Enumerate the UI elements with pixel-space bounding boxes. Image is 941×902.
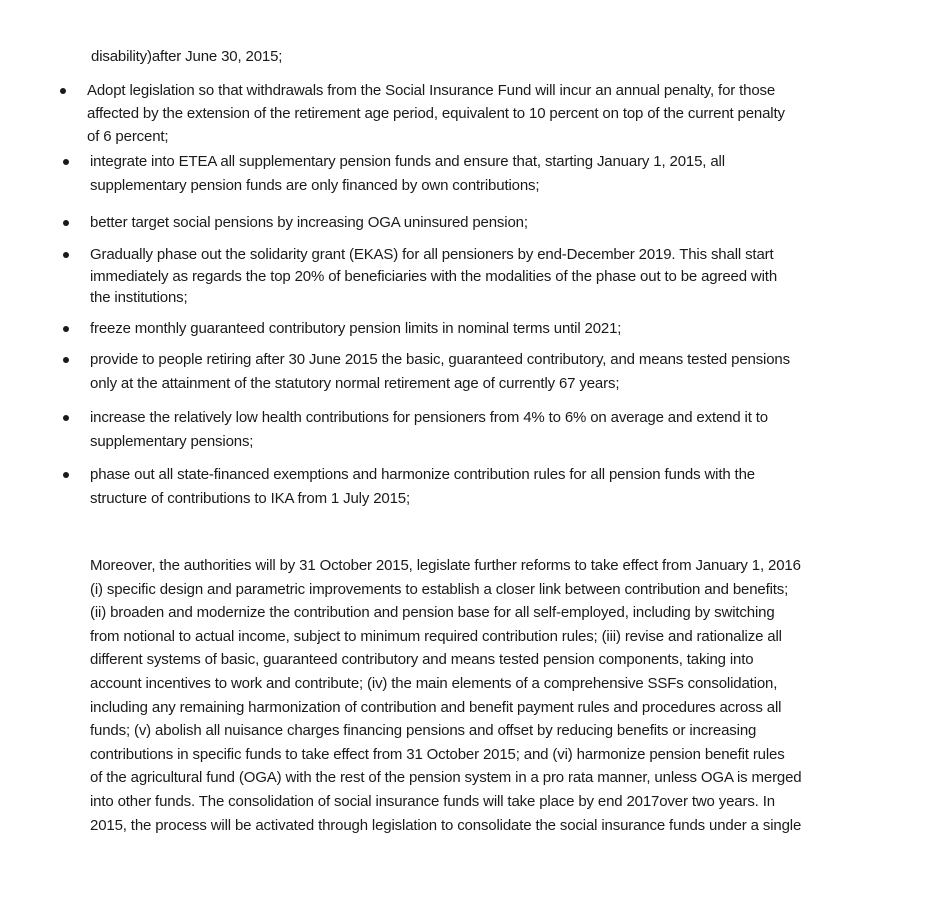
paragraph-line: contributions in specific funds to take effect from 31 October 2015; and (vi) harmonize pension benefit rules xyxy=(90,745,785,763)
bullet-text-line: increase the relatively low health contributions for pensioners from 4% to 6% on average and extend it to xyxy=(90,409,768,426)
paragraph-line: from notional to actual income, subject to minimum required contribution rules; (iii) revise and rationalize all xyxy=(90,627,782,645)
bullet-text-line: only at the attainment of the statutory normal retirement age of currently 67 years; xyxy=(90,375,620,392)
bullet-text-line: immediately as regards the top 20% of beneficiaries with the modalities of the phase out to be agreed with xyxy=(90,267,778,285)
bullet-icon xyxy=(63,159,69,165)
bullet-text-line: freeze monthly guaranteed contributory pension limits in nominal terms until 2021; xyxy=(90,320,622,337)
bullet-icon xyxy=(63,357,69,363)
bullet-text-line: phase out all state-financed exemptions and harmonize contribution rules for all pension funds with the xyxy=(90,466,755,483)
bullet-text-line: supplementary pension funds are only financed by own contributions; xyxy=(90,177,540,194)
bullet-text-line: Adopt legislation so that withdrawals from the Social Insurance Fund will incur an annual penalty, for those xyxy=(87,82,776,99)
bullet-text-line: Gradually phase out the solidarity grant (EKAS) for all pensioners by end-December 2019. This shall start xyxy=(90,246,774,263)
continuation-text: disability)after June 30, 2015; xyxy=(91,48,283,65)
bullet-text-line: the institutions; xyxy=(90,289,188,306)
bullet-icon xyxy=(63,252,69,258)
bullet-text-line: of 6 percent; xyxy=(87,128,169,145)
bullet-icon xyxy=(63,326,69,332)
bullet-icon xyxy=(63,472,69,478)
bullet-text-line: provide to people retiring after 30 June 2015 the basic, guaranteed contributory, and means tested pensions xyxy=(90,351,790,368)
paragraph-line: of the agricultural fund (OGA) with the rest of the pension system in a pro rata manner, unless OGA is merged xyxy=(90,769,802,787)
bullet-text-line: affected by the extension of the retirement age period, equivalent to 10 percent on top of the current penalty xyxy=(87,105,785,122)
paragraph-line: (i) specific design and parametric improvements to establish a closer link between contribution and benefits; xyxy=(90,580,789,598)
bullet-icon xyxy=(63,415,69,421)
paragraph-line: including any remaining harmonization of contribution and benefit payment rules and procedures across all xyxy=(90,698,782,716)
bullet-icon xyxy=(63,220,69,226)
bullet-icon xyxy=(60,88,66,94)
bullet-text-line: supplementary pensions; xyxy=(90,433,254,450)
bullet-text-line: structure of contributions to IKA from 1 July 2015; xyxy=(90,490,411,507)
paragraph-line: into other funds. The consolidation of social insurance funds will take place by end 2017over two years. In xyxy=(90,793,775,810)
paragraph-line: Moreover, the authorities will by 31 October 2015, legislate further reforms to take effect from January 1, 2016 xyxy=(90,557,801,574)
bullet-text-line: better target social pensions by increasing OGA uninsured pension; xyxy=(90,214,528,231)
paragraph-line: 2015, the process will be activated through legislation to consolidate the social insurance funds under a single xyxy=(90,816,802,834)
paragraph-line: different systems of basic, guaranteed contributory and means tested pension components, taking into xyxy=(90,651,754,669)
paragraph-line: (ii) broaden and modernize the contribution and pension base for all self-employed, including by switching xyxy=(90,604,775,622)
paragraph-line: account incentives to work and contribute; (iv) the main elements of a comprehensive SSFs consolidation, xyxy=(90,675,778,692)
bullet-text-line: integrate into ETEA all supplementary pension funds and ensure that, starting January 1, 2015, all xyxy=(90,153,725,170)
paragraph-line: funds; (v) abolish all nuisance charges financing pensions and offset by reducing benefits or increasing xyxy=(90,722,757,740)
